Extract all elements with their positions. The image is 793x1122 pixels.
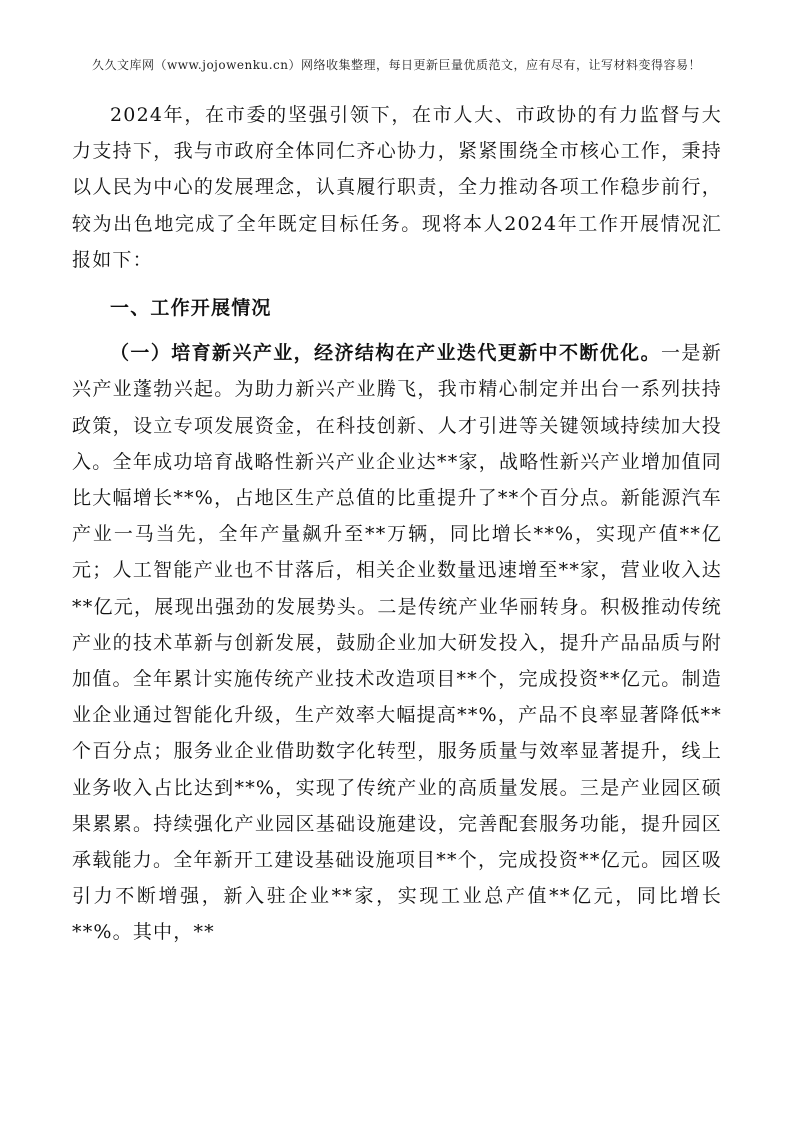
subsection-heading: （一）培育新兴产业，经济结构在产业迭代更新中不断优化。 (110, 342, 661, 365)
intro-paragraph: 2024年，在市委的坚强引领下，在市人大、市政协的有力监督与大力支持下，我与市政府全体同仁齐心协力，紧紧围绕全市核心工作，秉持以人民为中心的发展理念，认真履行职责，全力推动各项工作稳步前行，较为出色地完成了全年既定目标任务。现将本人2024年工作开展情况汇报如下： (72, 104, 722, 271)
subsection-body: 一是新兴产业蓬勃兴起。为助力新兴产业腾飞，我市精心制定并出台一系列扶持政策，设立专项发展资金，在科技创新、人才引进等关键领域持续加大投入。全年成功培育战略性新兴产业企业达**家，战略性新兴产业增加值同比大幅增长**%，占地区生产总值的比重提升了**个百分点。新能源汽车产业一马当先，全年产量飙升至**万辆，同比增长**%，实现产值**亿元；人工智能产业也不甘落后，相关企业数量迅速增至**家，营业收入达**亿元，展现出强劲的发展势头。二是传统产业华丽转身。积极推动传统产业的技术革新与创新发展，鼓励企业加大研发投入，提升产品品质与附加值。全年累计实施传统产业技术改造项目**个，完成投资**亿元。制造业企业通过智能化升级，生产效率大幅提高**%，产品不良率显著降低**个百分点；服务业企业借助数字化转型，服务质量与效率显著提升，线上业务收入占比达到**%，实现了传统产业的高质量发展。三是产业园区硕果累累。持续强化产业园区基础设施建设，完善配套服务功能，提升园区承载能力。全年新开工建设基础设施项目**个，完成投资**亿元。园区吸引力不断增强，新入驻企业**家，实现工业总产值**亿元，同比增长**%。其中，** (72, 342, 722, 944)
subsection-paragraph (72, 335, 722, 950)
page-header: 久久文库网（www.jojowenku.cn）网络收集整理，每日更新巨量优质范文，应有尽有，让写材料变得容易！ (92, 58, 701, 72)
document-body (72, 97, 722, 951)
section-heading: 一、工作开展情况 (110, 297, 272, 320)
